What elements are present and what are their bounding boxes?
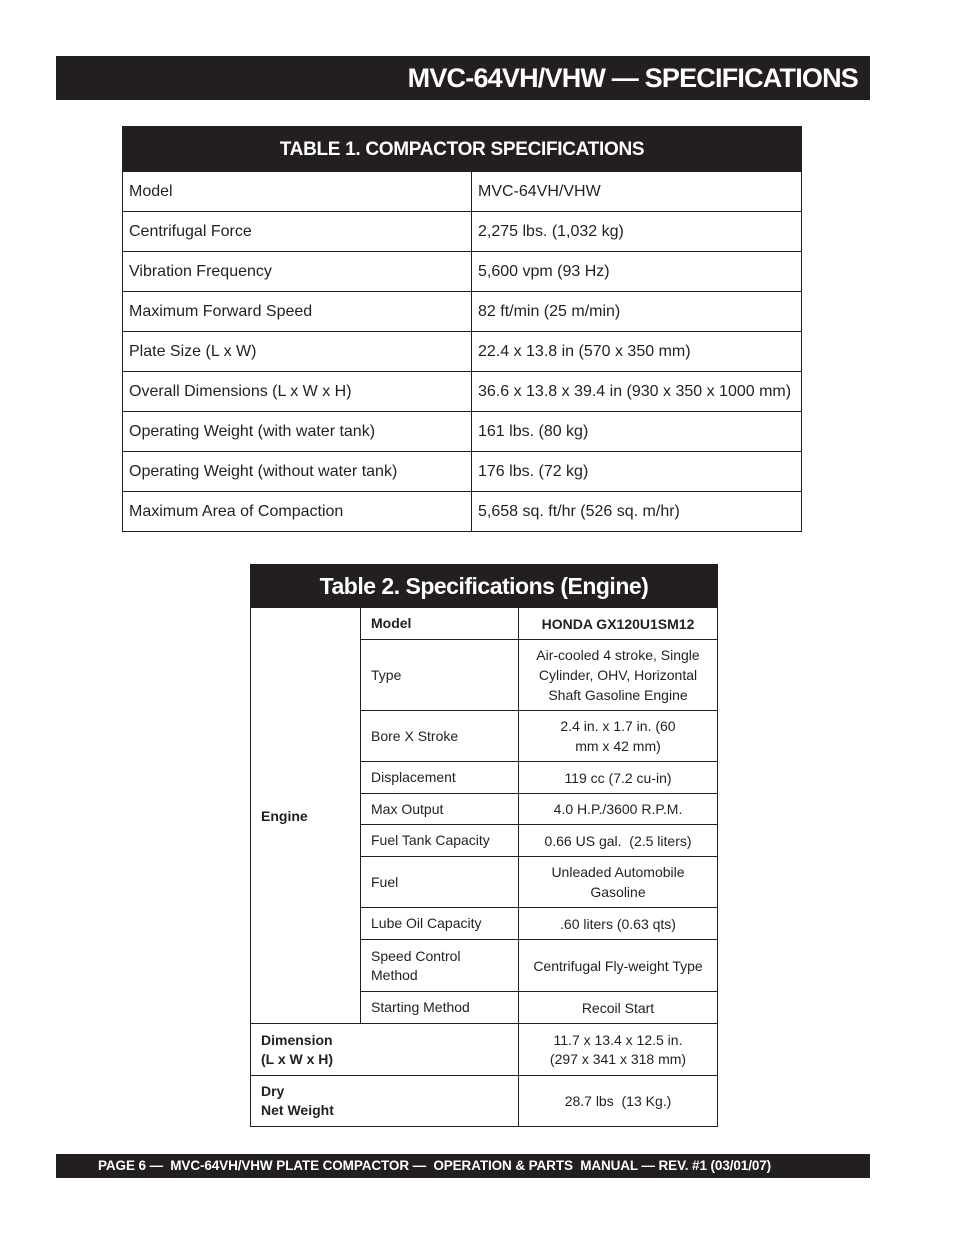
net-weight-value: 28.7 lbs (13 Kg.) bbox=[564, 1092, 672, 1109]
spec-value: 82 ft/min (25 m/min) bbox=[478, 303, 621, 320]
engine-spec-value: .60 liters (0.63 qts) bbox=[560, 915, 676, 932]
spec-label: Vibration Frequency bbox=[123, 252, 472, 291]
page-footer-text: PAGE 6 — MVC-64VH/VHW PLATE COMPACTOR — OPERATION & PARTS MANUAL — REV. #1 (03/01/07) bbox=[98, 1158, 772, 1173]
spec-label: Maximum Area of Compaction bbox=[123, 492, 472, 531]
engine-spec-value: Recoil Start bbox=[581, 999, 655, 1016]
engine-spec-label: Speed Control Method bbox=[361, 940, 519, 991]
dimension-label-line2: (L x W x H) bbox=[261, 1050, 334, 1067]
engine-section bbox=[251, 607, 717, 1023]
spec-label: Operating Weight (without water tank) bbox=[123, 452, 472, 491]
table-row bbox=[361, 856, 717, 907]
table-row bbox=[123, 251, 801, 291]
page-title: MVC-64VH/VHW — SPECIFICATIONS bbox=[407, 63, 858, 93]
engine-spec-label: Max Output bbox=[361, 794, 519, 824]
net-weight-label-line1: Dry bbox=[261, 1083, 285, 1099]
table1-title: TABLE 1. COMPACTOR SPECIFICATIONS bbox=[123, 127, 801, 172]
table-row bbox=[123, 451, 801, 491]
spec-label: Plate Size (L x W) bbox=[123, 332, 472, 371]
spec-label: Centrifugal Force bbox=[123, 212, 472, 251]
engine-spec-label: Displacement bbox=[361, 762, 519, 793]
table-row bbox=[361, 608, 717, 639]
table-row bbox=[123, 371, 801, 411]
spec-label: Overall Dimensions (L x W x H) bbox=[123, 372, 472, 411]
table-row bbox=[123, 331, 801, 371]
engine-spec-value: 2.4 in. x 1.7 in. (60 mm x 42 mm) bbox=[560, 718, 676, 754]
table-row bbox=[361, 907, 717, 939]
engine-spec-value: 119 cc (7.2 cu-in) bbox=[564, 769, 672, 786]
table-row bbox=[361, 793, 717, 824]
spec-value: 2,275 lbs. (1,032 kg) bbox=[478, 223, 624, 240]
net-weight-label bbox=[251, 1076, 519, 1126]
spec-label: Maximum Forward Speed bbox=[123, 292, 472, 331]
dimension-value-line1: 11.7 x 13.4 x 12.5 in. bbox=[553, 1031, 683, 1048]
spec-value: 176 lbs. (72 kg) bbox=[478, 463, 589, 480]
table-row bbox=[361, 824, 717, 856]
engine-spec-label: Starting Method bbox=[361, 992, 519, 1023]
spec-value: 36.6 x 13.8 x 39.4 in (930 x 350 x 1000 mm) bbox=[478, 383, 792, 400]
spec-value: 161 lbs. (80 kg) bbox=[478, 423, 589, 440]
table2-title: Table 2. Specifications (Engine) bbox=[251, 565, 717, 607]
table-row bbox=[361, 991, 717, 1023]
engine-spec-label: Fuel bbox=[361, 857, 519, 907]
net-weight-row bbox=[251, 1075, 717, 1126]
engine-spec-label: Model bbox=[361, 608, 519, 639]
engine-specifications-table bbox=[250, 564, 718, 1127]
spec-value: 5,658 sq. ft/hr (526 sq. m/hr) bbox=[478, 503, 680, 520]
spec-value: 22.4 x 13.8 in (570 x 350 mm) bbox=[478, 343, 691, 360]
table-row bbox=[361, 710, 717, 761]
dimension-label bbox=[251, 1024, 519, 1075]
engine-spec-value: 0.66 US gal. (2.5 liters) bbox=[544, 832, 692, 849]
engine-spec-value: Air-cooled 4 stroke, Single Cylinder, OHV, Horizontal Shaft Gasoline Engine bbox=[536, 647, 700, 703]
engine-spec-label: Lube Oil Capacity bbox=[361, 908, 519, 939]
dimension-value bbox=[519, 1024, 717, 1075]
dimension-value-line2: (297 x 341 x 318 mm) bbox=[549, 1050, 687, 1067]
net-weight-label-line2: Net Weight bbox=[261, 1102, 334, 1118]
engine-spec-value: 4.0 H.P./3600 R.P.M. bbox=[553, 801, 683, 817]
page-footer-bar bbox=[56, 1154, 870, 1178]
table-row bbox=[361, 939, 717, 991]
engine-spec-value: HONDA GX120U1SM12 bbox=[541, 615, 695, 632]
spec-label: Operating Weight (with water tank) bbox=[123, 412, 472, 451]
engine-label: Engine bbox=[251, 608, 361, 1023]
table-row bbox=[123, 491, 801, 531]
spec-value: MVC-64VH/VHW bbox=[478, 183, 601, 200]
spec-label: Model bbox=[123, 172, 472, 211]
table-row bbox=[123, 211, 801, 251]
table-row bbox=[123, 411, 801, 451]
engine-spec-value: Unleaded Automobile Gasoline bbox=[551, 864, 685, 900]
engine-spec-label: Fuel Tank Capacity bbox=[361, 825, 519, 856]
engine-spec-value: Centrifugal Fly-weight Type bbox=[533, 957, 703, 974]
table-row bbox=[123, 291, 801, 331]
engine-spec-label: Type bbox=[361, 640, 519, 710]
spec-value: 5,600 vpm (93 Hz) bbox=[478, 263, 610, 280]
compactor-specifications-table bbox=[122, 126, 802, 532]
table-row bbox=[123, 172, 801, 211]
page-header-bar bbox=[56, 56, 870, 100]
table-row bbox=[361, 639, 717, 710]
dimension-label-line1: Dimension bbox=[261, 1031, 333, 1048]
dimension-row bbox=[251, 1023, 717, 1075]
table-row bbox=[361, 761, 717, 793]
engine-spec-label: Bore X Stroke bbox=[361, 711, 519, 761]
